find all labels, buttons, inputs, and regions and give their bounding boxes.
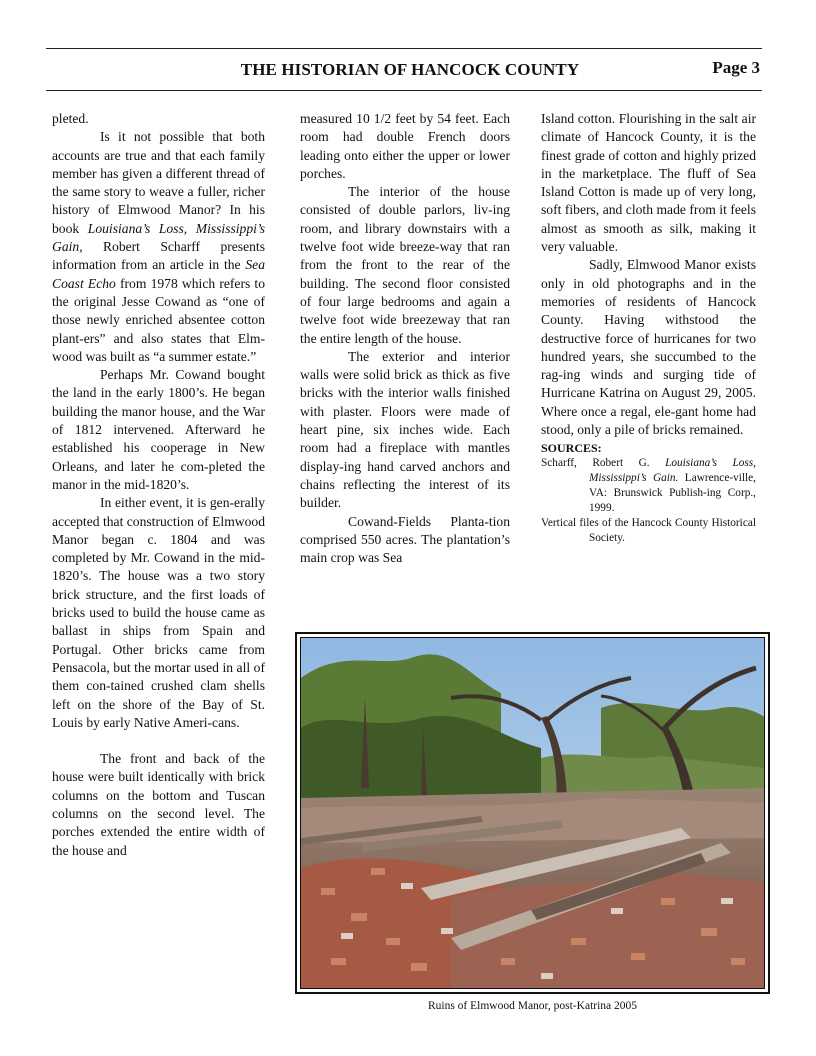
paragraph: pleted. xyxy=(52,111,89,126)
ruins-photo-illustration xyxy=(301,638,765,989)
paragraph: Cowand-Fields Planta-tion comprised 550 acres. The plantation’s main crop was Sea xyxy=(300,513,510,566)
source-entry: Scharff, Robert G. Louisiana’s Loss, Mississippi’s Gain. Lawrence-ville, VA: Brunswick Publish-ing Corp., 1999. xyxy=(541,457,756,515)
paragraph: The interior of the house consisted of double parlors, liv-ing room, and library downstairs with a twelve foot wide breeze-way that ran from the front to the rear of the building. The second floor consisted of four large bedrooms and again a twelve foot wide breezeway that ran the entire length of the house. xyxy=(300,184,510,346)
header-top-rule xyxy=(46,48,762,49)
paragraph: The exterior and interior walls were solid brick as thick as five bricks with the interior walls finished with plaster. Floors were made of heart pine, six inches wide. Each room had a fireplace with mantles display-ing hand carved anchors and chains reflecting the interest of its builder. xyxy=(300,348,510,511)
paragraph: measured 10 1/2 feet by 54 feet. Each room had double French doors leading onto either the upper or lower porches. xyxy=(300,111,510,181)
paragraph: In either event, it is gen-erally accepted that construction of Elmwood Manor began c. 1804 and was completed by Mr. Cowand in the mid-1820’s. The house was a two story brick structure, and the first loads of bricks used to build the house came as ballast in ships from Spain and Portugal. Other bricks came from Pensacola, but the mortar used in all of them con-tained crushed clam shells left on the shore of the Bay of St. Louis by early Native Ameri-cans. xyxy=(52,495,265,730)
article-column-3 xyxy=(541,110,756,546)
photo-frame xyxy=(295,632,770,994)
paragraph: Perhaps Mr. Cowand bought the land in the early 1800’s. He began building the manor house, and the War of 1812 intervened. Afterward he established his cooperage in New Orleans, and later he com-pleted the manor in the mid-1820’s. xyxy=(52,367,265,492)
photo-caption: Ruins of Elmwood Manor, post-Katrina 2005 xyxy=(427,1000,638,1012)
sources-heading: SOURCES: xyxy=(541,441,602,456)
newspaper-title: Sea Coast Echo xyxy=(52,257,265,291)
book-title: Louisiana’s Loss, Mississippi’s Gain, xyxy=(52,220,265,255)
article-column-1 xyxy=(52,110,265,860)
paragraph: Sadly, Elmwood Manor exists only in old photographs and in the memories of residents of Hancock County. Having withstood the destructive force of hurricanes for two hundred years, she succumbed to the rag-ing winds and surging tide of Hurricane Katrina on August 29, 2005. Where once a regal, ele-gant home had stood, only a pile of bricks remained. xyxy=(541,257,756,438)
page-number: Page 3 xyxy=(712,58,760,77)
ruins-photo xyxy=(300,637,765,989)
source-entry: Vertical files of the Hancock County Historical Society. xyxy=(541,517,756,545)
paragraph: The front and back of the house were built identically with brick columns on the bottom and Tuscan columns on the second level. The porches extended the entire width of the house and xyxy=(52,751,265,858)
paragraph: Is it not possible that both accounts are true and that each family member has given a different thread of the same story to weave a fuller, richer history of Elmwood Manor? In his book Louisiana’s Loss, Mississippi’s Gain, Robert Scharff presents information from an article in the Sea Coast Echo from 1978 which refers to the original Jesse Cowand as “one of those newly enriched absentee cotton plant-ers” and also states that Elm-wood was built as “a summer estate.” xyxy=(52,129,265,364)
article-column-2 xyxy=(300,110,510,567)
newsletter-title: THE HISTORIAN OF HANCOCK COUNTY xyxy=(240,60,580,79)
paragraph: Island cotton. Flourishing in the salt air climate of Hancock County, it is the finest grade of cotton and highly prized in the marketplace. The fluff of Sea Island Cotton is made up of very long, soft fibers, and cloth made from it feels almost as smooth as silk, making it very valuable. xyxy=(541,111,756,255)
header-bottom-rule xyxy=(46,90,762,91)
